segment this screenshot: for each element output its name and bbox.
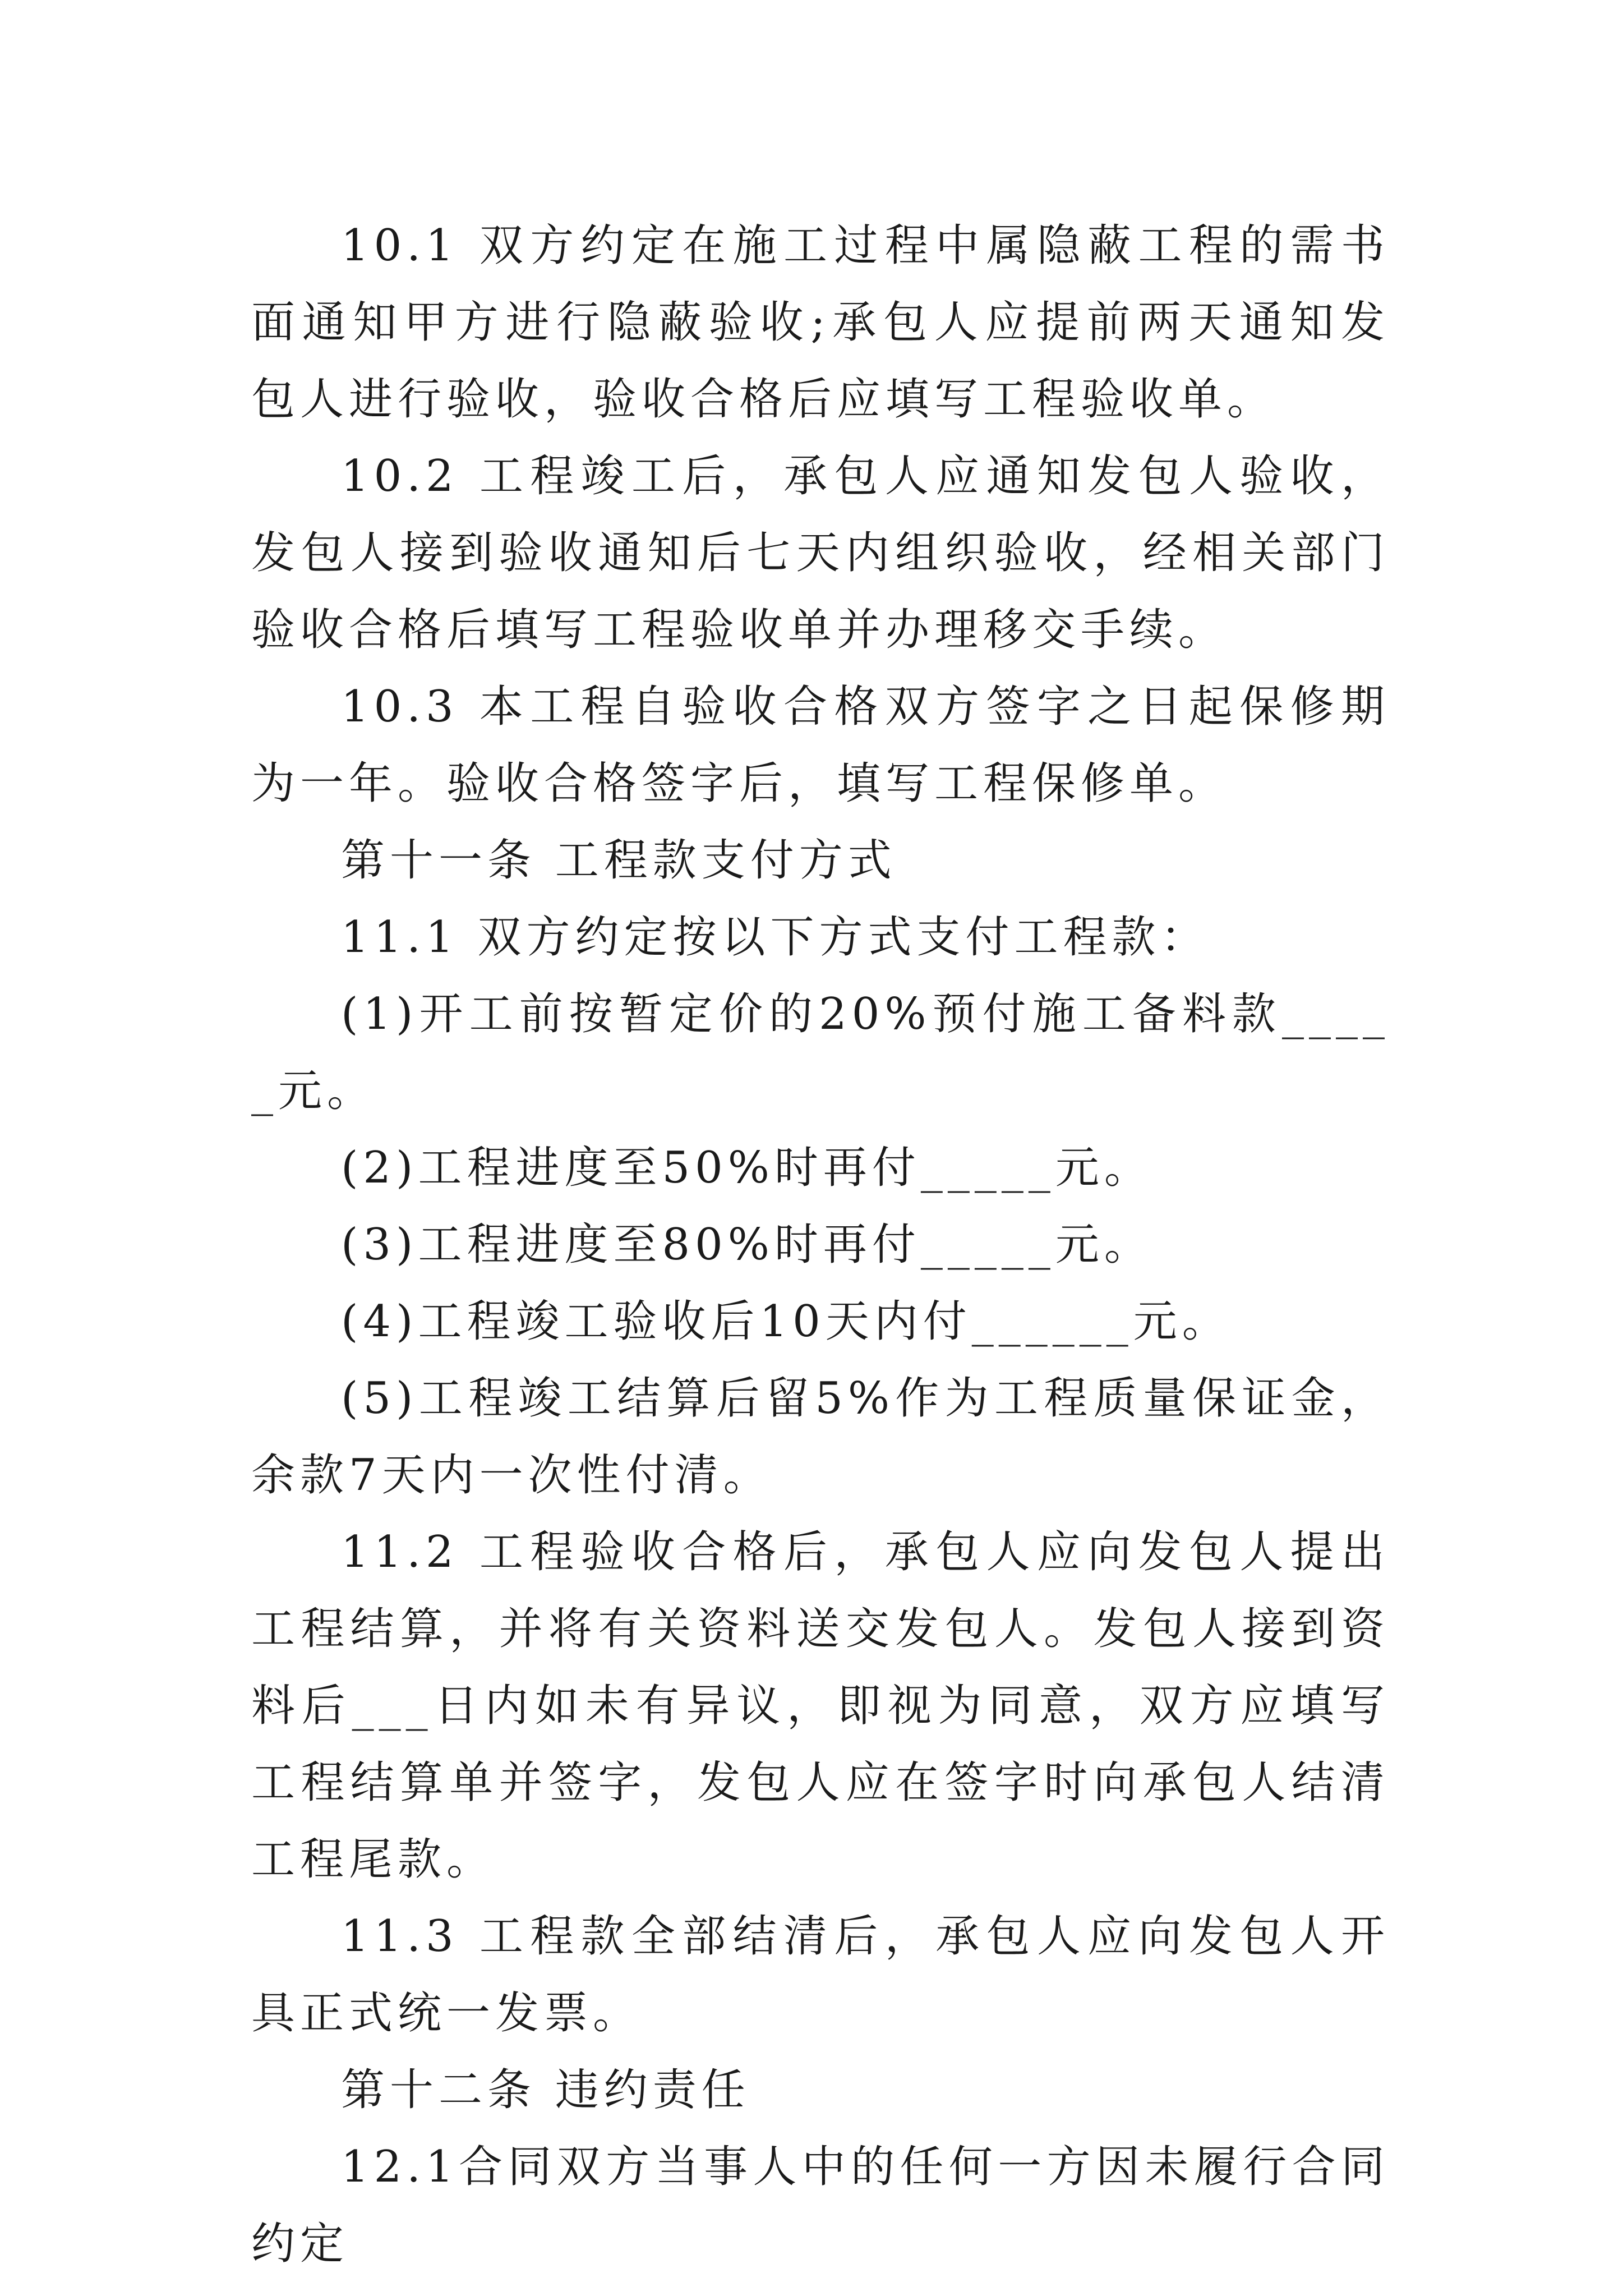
clause-10-3: 10.3 本工程自验收合格双方签字之日起保修期为一年。验收合格签字后，填写工程保修单。 bbox=[251, 682, 1390, 809]
payment-item-2: (2)工程进度至50%时再付_____元。 bbox=[341, 1143, 1153, 1193]
document-body bbox=[251, 208, 1390, 2283]
clause-10-1: 10.1 双方约定在施工过程中属隐蔽工程的需书面通知甲方进行隐蔽验收;承包人应提前两天通知发包人进行验收，验收合格后应填写工程验收单。 bbox=[251, 220, 1390, 425]
clause-11-1: 11.1 双方约定按以下方式支付工程款： bbox=[341, 912, 1210, 963]
clause-12-1: 12.1合同双方当事人中的任何一方因未履行合同约定 bbox=[251, 2142, 1390, 2269]
payment-item-4: (4)工程竣工验收后10天内付______元。 bbox=[341, 1296, 1231, 1347]
payment-item-1: (1)开工前按暂定价的20%预付施工备料款_____元。 bbox=[251, 989, 1390, 1116]
article-12-heading: 第十二条 违约责任 bbox=[341, 2065, 750, 2115]
payment-item-3: (3)工程进度至80%时再付_____元。 bbox=[341, 1220, 1153, 1270]
clause-10-2: 10.2 工程竣工后，承包人应通知发包人验收，发包人接到验收通知后七天内组织验收，经相关部门验收合格后填写工程验收单并办理移交手续。 bbox=[251, 451, 1390, 655]
payment-item-5: (5)工程竣工结算后留5%作为工程质量保证金，余款7天内一次性付清。 bbox=[251, 1373, 1390, 1501]
clause-11-3: 11.3 工程款全部结清后，承包人应向发包人开具正式统一发票。 bbox=[251, 1911, 1390, 2039]
clause-11-2: 11.2 工程验收合格后，承包人应向发包人提出工程结算，并将有关资料送交发包人。发包人接到资料后___日内如未有异议，即视为同意，双方应填写工程结算单并签字，发包人应在签字时向承包人结清工程尾款。 bbox=[251, 1527, 1390, 1885]
article-11-heading: 第十一条 工程款支付方式 bbox=[341, 835, 897, 886]
